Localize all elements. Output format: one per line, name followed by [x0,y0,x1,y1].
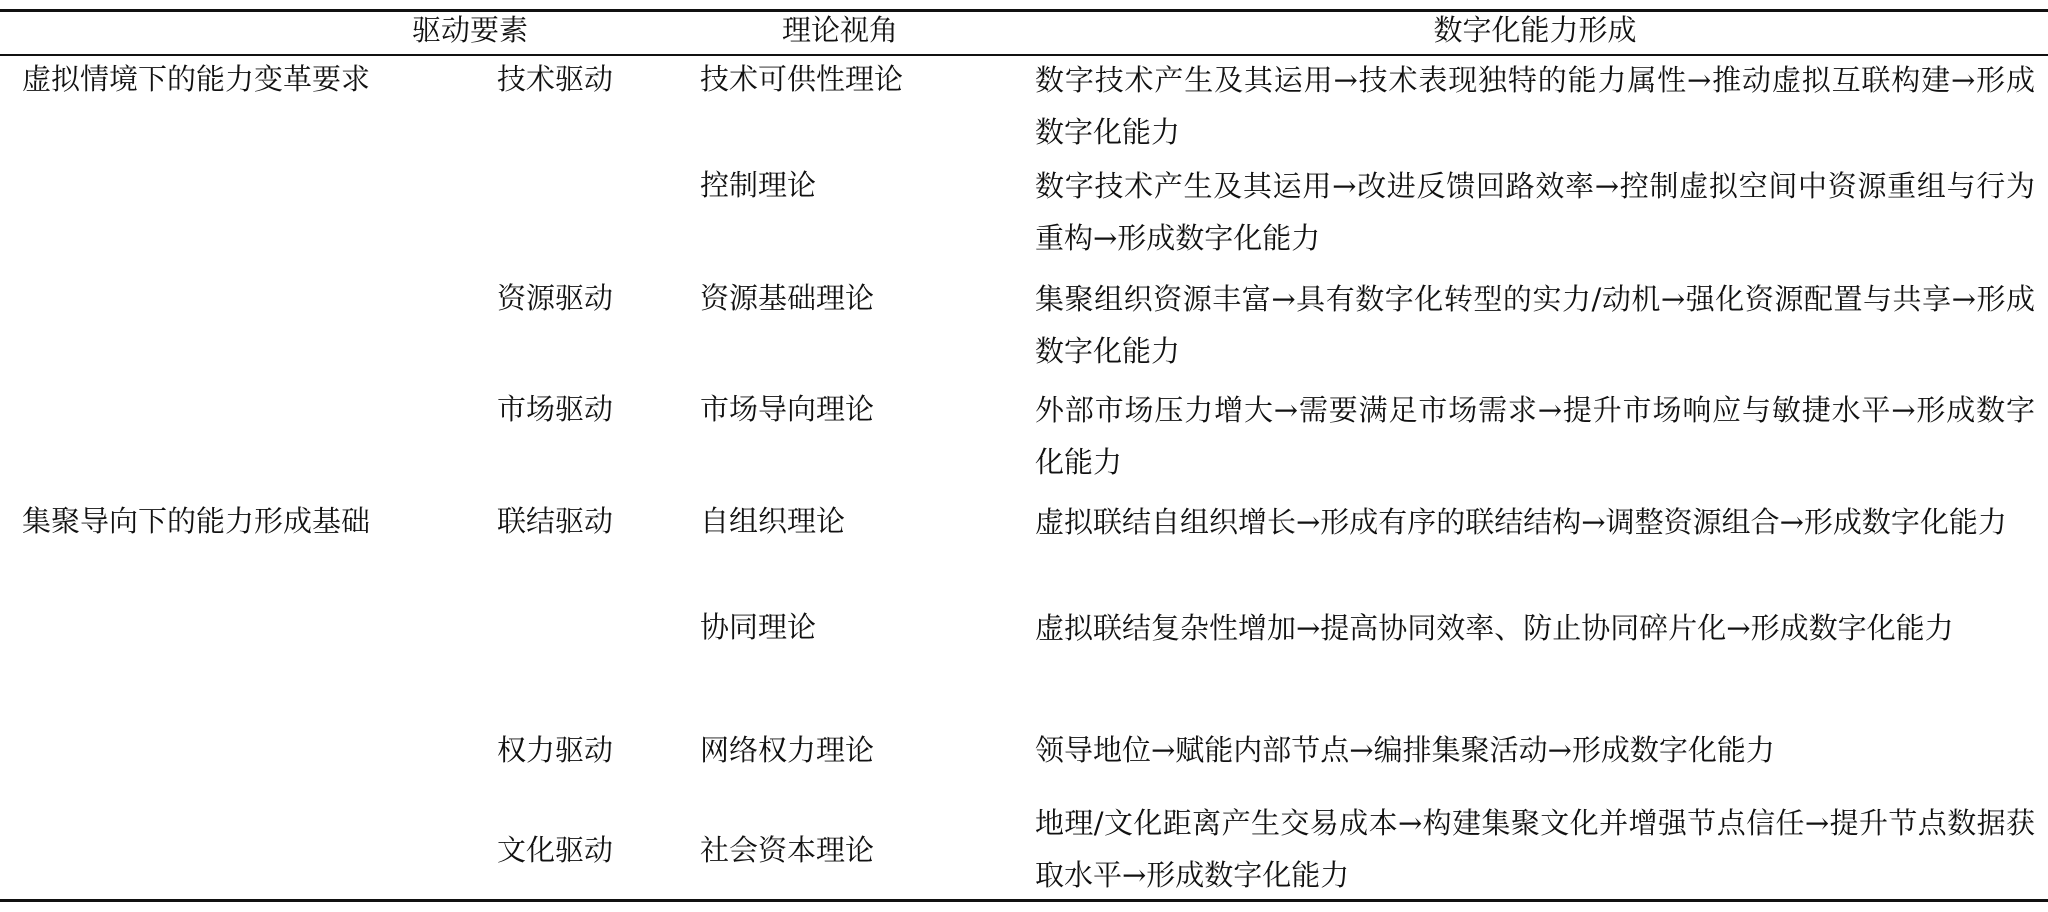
theory-cell: 自组织理论 [700,504,846,538]
theory-cell: 协同理论 [700,610,817,644]
driver-cell: 市场驱动 [497,392,614,426]
header-driving-factors: 驱动要素 [411,13,528,47]
formation-cell: 数字技术产生及其运用→改进反馈回路效率→控制虚拟空间中资源重组与行为重构→形成数字化能力 [1035,169,2035,255]
bottom-rule [0,899,2048,902]
driver-cell: 联结驱动 [497,504,614,538]
formation-cell: 外部市场压力增大→需要满足市场需求→提升市场响应与敏捷水平→形成数字化能力 [1035,393,2035,479]
theory-cell: 技术可供性理论 [700,62,904,96]
formation-cell: 领导地位→赋能内部节点→编排集聚活动→形成数字化能力 [1035,733,1775,767]
formation-cell: 集聚组织资源丰富→具有数字化转型的实力/动机→强化资源配置与共享→形成数字化能力 [1035,282,2035,368]
theory-cell: 社会资本理论 [700,833,875,867]
category-cell: 虚拟情境下的能力变革要求 [22,62,371,96]
formation-cell: 数字技术产生及其运用→技术表现独特的能力属性→推动虚拟互联构建→形成数字化能力 [1035,63,2035,149]
theory-cell: 控制理论 [700,168,817,202]
formation-cell: 虚拟联结自组织增长→形成有序的联结结构→调整资源组合→形成数字化能力 [1035,505,2007,539]
theory-cell: 资源基础理论 [700,281,875,315]
top-rule [0,9,2048,12]
header-capability-formation: 数字化能力形成 [1433,13,1637,47]
formation-cell: 虚拟联结复杂性增加→提高协同效率、防止协同碎片化→形成数字化能力 [1035,611,1954,645]
category-cell: 集聚导向下的能力形成基础 [22,504,371,538]
driver-cell: 权力驱动 [497,733,614,767]
theory-cell: 网络权力理论 [700,733,875,767]
formation-cell: 地理/文化距离产生交易成本→构建集聚文化并增强节点信任→提升节点数据获取水平→形成数字化能力 [1035,806,2035,892]
driver-cell: 文化驱动 [497,833,614,867]
driver-cell: 技术驱动 [497,62,614,96]
driver-cell: 资源驱动 [497,281,614,315]
theory-cell: 市场导向理论 [700,392,875,426]
header-theoretical-perspective: 理论视角 [781,13,898,47]
